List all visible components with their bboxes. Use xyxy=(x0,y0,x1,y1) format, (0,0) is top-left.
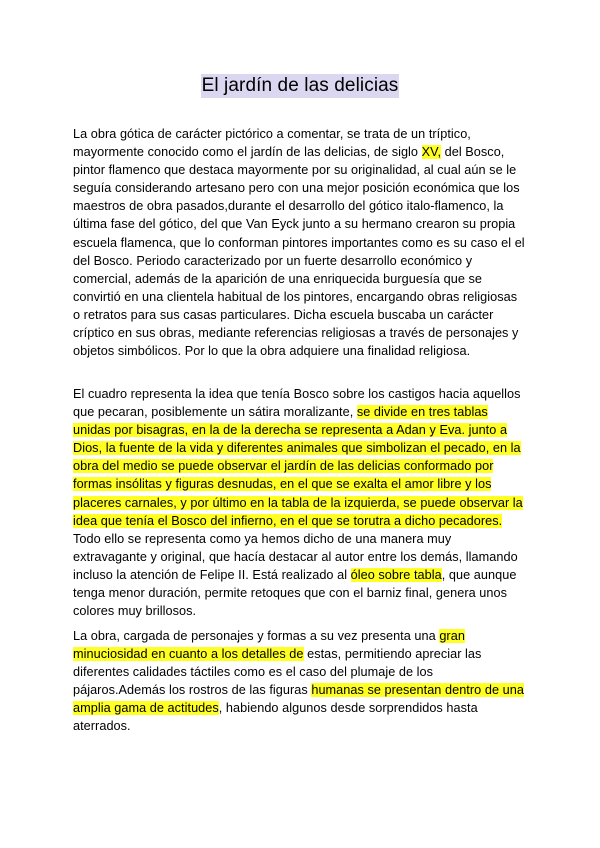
paragraph-text: La obra gótica de carácter pictórico a comentar, se trata de un tríptico, mayormente conocido como el jardín de las delicias, de siglo xyxy=(73,127,471,160)
highlighted-text: humanas se presentan dentro de una amplia gama de actitudes xyxy=(73,683,524,716)
paragraph-text: Todo ello se representa como ya hemos dicho de una manera muy extravagante y original, que hacía destacar al autor entre los demás, llamando incluso la atención de Felipe II. Está realizado al xyxy=(73,531,518,582)
highlighted-text: gran minuciosidad en cuanto a los detalles de xyxy=(73,629,465,662)
highlighted-text: óleo sobre tabla xyxy=(350,567,442,582)
paragraph-1 xyxy=(73,125,527,360)
highlighted-text: XV, xyxy=(421,145,442,160)
paragraph-2 xyxy=(73,385,527,620)
title-container xyxy=(0,74,600,98)
paragraph-text: , que aunque tenga menor duración, permite retoques que con el barniz final, genera unos colores muy brillosos. xyxy=(73,567,517,619)
paragraph-text: La obra, cargada de personajes y formas a su vez presenta una xyxy=(73,629,440,643)
paragraph-text: del Bosco, pintor flamenco que destaca mayormente por su originalidad, al cual aún se le seguía considerando artesano pero con una mejor posición económica que los maestros de obra pasados,durante el desarrollo del gótico italo-flamenco, la última fase del gótico, del que Van Eyck junto a su hermano crearon su propia escuela flamenca, que lo conforman pintores importantes como es su caso el el del Bosco. Periodo caracterizado por un fuerte desarrollo económico y comercial, además de la aparición de una enriquecida burguesía que se convirtió en una clientela habitual de los pintores, encargando obras religiosas o retratos para sus casas particulares. Dicha escuela buscaba un carácter críptico en sus obras, mediante referencias religiosas a través de personajes y objetos simbólicos. Por lo que la obra adquiere una finalidad religiosa. xyxy=(73,145,525,359)
paragraph-3 xyxy=(73,627,527,736)
paragraph-text: El cuadro representa la idea que tenía Bosco sobre los castigos hacia aquellos que pecaran, posiblemente un sátira moralizante, xyxy=(73,387,521,420)
paragraph-text: , habiendo algunos desde sorprendidos hasta aterrados. xyxy=(73,701,478,734)
paragraph-text: estas, permitiendo apreciar las diferentes calidades táctiles como es el caso del plumaje de los pájaros.Además los rostros de las figuras xyxy=(73,647,482,698)
highlighted-text: se divide en tres tablas unidas por bisagras, en la de la derecha se representa a Adan y Eva. junto a Dios, la fuente de la vida y diferentes animales que simbolizan el pecado, en la obra del medio se puede observar el jardín de las delicias conformado por formas insólitas y figuras desnudas, en el que se exalta el amor libre y los placeres carnales, y por último en la tabla de la izquierda, se puede observar la idea que tenía el Bosco del infierno, en el que se torutra a dicho pecadores. xyxy=(73,405,523,528)
document-title: El jardín de las delicias xyxy=(201,75,399,96)
